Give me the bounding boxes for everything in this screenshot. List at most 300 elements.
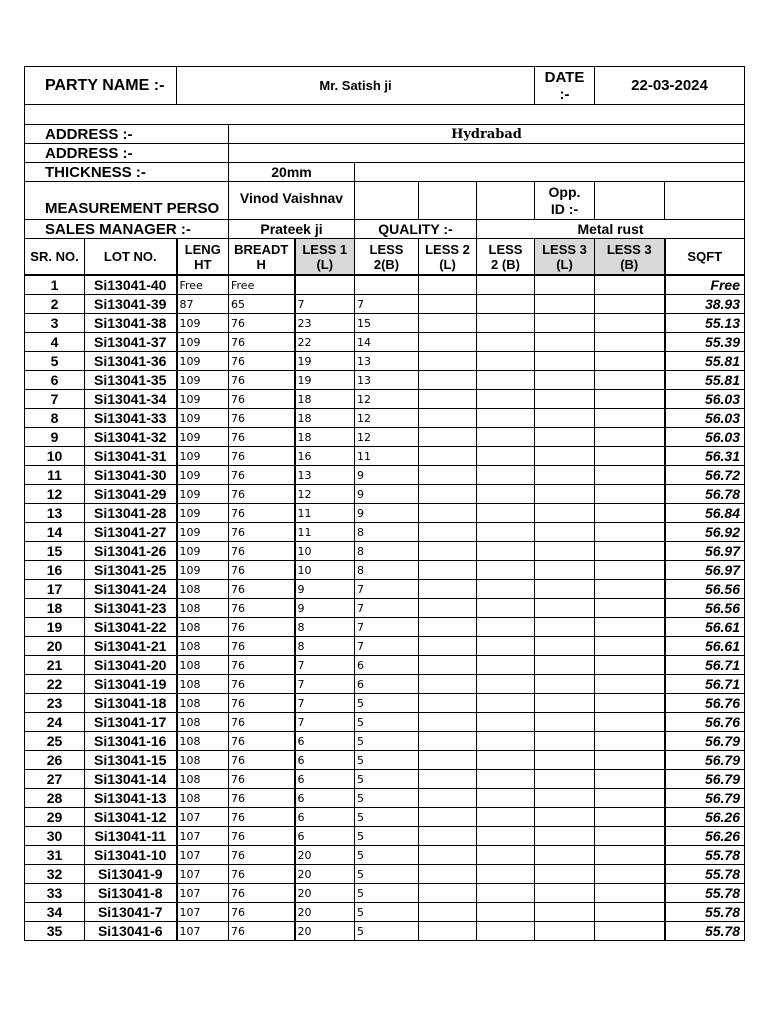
cell-less3-l (535, 352, 595, 371)
cell-less2-l (419, 276, 477, 295)
cell-lot-no: Si13041-6 (85, 922, 177, 941)
table-row (25, 314, 745, 333)
cell-less2-l (419, 694, 477, 713)
cell-less2-b: 14 (355, 333, 419, 352)
cell-length: 107 (177, 922, 229, 941)
cell-less2-l (419, 542, 477, 561)
cell-length: 108 (177, 751, 229, 770)
cell-less2-l (419, 371, 477, 390)
table-row (25, 371, 745, 390)
cell-less2-l (419, 675, 477, 694)
cell-sr-no: 29 (25, 808, 85, 827)
cell-less3-b (595, 352, 665, 371)
cell-less2-l (419, 827, 477, 846)
cell-less2-b (355, 276, 419, 295)
cell-lot-no: Si13041-25 (85, 561, 177, 580)
cell-less2-l (419, 922, 477, 941)
cell-sr-no: 26 (25, 751, 85, 770)
cell-less2-l (419, 314, 477, 333)
cell-less2-l (419, 903, 477, 922)
cell-sqft: 55.81 (665, 352, 745, 371)
cell-less2-b: 9 (355, 504, 419, 523)
cell-length: 108 (177, 789, 229, 808)
thickness-label: THICKNESS :- (25, 163, 229, 182)
cell-less2-b-2 (477, 409, 535, 428)
cell-less1-l: 12 (295, 485, 355, 504)
cell-less2-b: 15 (355, 314, 419, 333)
table-row (25, 561, 745, 580)
table-row (25, 922, 745, 941)
table-row (25, 504, 745, 523)
cell-lot-no: Si13041-31 (85, 447, 177, 466)
quality-value: Metal rust (477, 220, 745, 239)
cell-breadth: 76 (229, 523, 295, 542)
party-name-value: Mr. Satish ji (177, 67, 535, 105)
cell-sr-no: 1 (25, 276, 85, 295)
cell-lot-no: Si13041-14 (85, 770, 177, 789)
cell-less3-l (535, 770, 595, 789)
cell-less2-b: 8 (355, 523, 419, 542)
table-row (25, 599, 745, 618)
table-row (25, 409, 745, 428)
cell-less2-b: 7 (355, 295, 419, 314)
cell-less3-l (535, 732, 595, 751)
cell-less3-b (595, 542, 665, 561)
cell-less2-l (419, 732, 477, 751)
cell-less2-l (419, 447, 477, 466)
cell-less3-l (535, 333, 595, 352)
cell-sr-no: 19 (25, 618, 85, 637)
cell-less3-l (535, 542, 595, 561)
cell-lot-no: Si13041-22 (85, 618, 177, 637)
thickness-blank (355, 163, 745, 182)
cell-breadth: 76 (229, 732, 295, 751)
cell-sr-no: 23 (25, 694, 85, 713)
cell-sqft: 55.78 (665, 922, 745, 941)
cell-less3-b (595, 314, 665, 333)
col-less2-b: LESS 2(B) (355, 239, 419, 275)
cell-sqft: 56.71 (665, 656, 745, 675)
party-name-label: PARTY NAME :- (25, 67, 177, 105)
cell-less1-l: 18 (295, 390, 355, 409)
cell-sqft: 56.26 (665, 808, 745, 827)
cell-less3-l (535, 599, 595, 618)
cell-lot-no: Si13041-19 (85, 675, 177, 694)
cell-breadth: 76 (229, 314, 295, 333)
cell-less1-l: 7 (295, 656, 355, 675)
cell-length: 109 (177, 371, 229, 390)
cell-lot-no: Si13041-38 (85, 314, 177, 333)
cell-sr-no: 17 (25, 580, 85, 599)
col-breadth: BREADT H (229, 239, 295, 275)
cell-sqft: 56.79 (665, 732, 745, 751)
cell-less3-b (595, 884, 665, 903)
cell-less3-b (595, 618, 665, 637)
cell-less2-b: 8 (355, 542, 419, 561)
cell-lot-no: Si13041-17 (85, 713, 177, 732)
cell-sqft: 56.56 (665, 599, 745, 618)
cell-less2-b: 11 (355, 447, 419, 466)
measurement-person-label: MEASUREMENT PERSO (25, 182, 229, 220)
blank-cell (477, 182, 535, 220)
cell-sr-no: 31 (25, 846, 85, 865)
cell-less3-b (595, 846, 665, 865)
cell-length: 107 (177, 808, 229, 827)
cell-less1-l: 23 (295, 314, 355, 333)
cell-sr-no: 14 (25, 523, 85, 542)
cell-sr-no: 9 (25, 428, 85, 447)
cell-less3-l (535, 504, 595, 523)
cell-less3-b (595, 808, 665, 827)
cell-less1-l: 8 (295, 637, 355, 656)
cell-lot-no: Si13041-15 (85, 751, 177, 770)
cell-less2-b: 7 (355, 618, 419, 637)
cell-less2-b-2 (477, 770, 535, 789)
cell-less1-l: 6 (295, 789, 355, 808)
cell-less2-b-2 (477, 504, 535, 523)
cell-length: 108 (177, 675, 229, 694)
cell-less2-b-2 (477, 428, 535, 447)
cell-less2-b-2 (477, 371, 535, 390)
cell-less3-l (535, 295, 595, 314)
cell-length: 109 (177, 333, 229, 352)
cell-less3-l (535, 485, 595, 504)
table-row (25, 808, 745, 827)
cell-less2-b: 12 (355, 428, 419, 447)
header-table (24, 66, 745, 275)
table-row (25, 827, 745, 846)
cell-lot-no: Si13041-28 (85, 504, 177, 523)
cell-less1-l: 10 (295, 542, 355, 561)
cell-sr-no: 6 (25, 371, 85, 390)
cell-sqft: 55.78 (665, 903, 745, 922)
cell-less3-l (535, 846, 595, 865)
cell-sr-no: 34 (25, 903, 85, 922)
cell-breadth: 76 (229, 504, 295, 523)
cell-less2-b-2 (477, 808, 535, 827)
cell-length: 109 (177, 428, 229, 447)
data-rows (25, 276, 745, 941)
cell-less2-b: 7 (355, 580, 419, 599)
address-label-1: ADDRESS :- (25, 125, 229, 144)
cell-lot-no: Si13041-26 (85, 542, 177, 561)
cell-less2-l (419, 561, 477, 580)
cell-sqft: 55.39 (665, 333, 745, 352)
cell-length: 109 (177, 523, 229, 542)
date-label: DATE :- (535, 67, 595, 105)
cell-sr-no: 8 (25, 409, 85, 428)
cell-less2-b-2 (477, 694, 535, 713)
cell-sqft: 56.76 (665, 713, 745, 732)
cell-less1-l: 7 (295, 295, 355, 314)
cell-breadth: 76 (229, 656, 295, 675)
col-less2-b-2: LESS 2 (B) (477, 239, 535, 275)
cell-lot-no: Si13041-23 (85, 599, 177, 618)
cell-less2-b-2 (477, 827, 535, 846)
cell-less2-b-2 (477, 523, 535, 542)
cell-breadth: 76 (229, 561, 295, 580)
cell-sqft: 55.78 (665, 865, 745, 884)
cell-less1-l: 18 (295, 409, 355, 428)
cell-less1-l: 19 (295, 352, 355, 371)
cell-lot-no: Si13041-20 (85, 656, 177, 675)
col-lot-no: LOT NO. (85, 239, 177, 275)
cell-less3-b (595, 371, 665, 390)
cell-less3-b (595, 789, 665, 808)
col-length: LENG HT (177, 239, 229, 275)
cell-less2-b-2 (477, 618, 535, 637)
address-value-2 (229, 144, 745, 163)
cell-less3-l (535, 808, 595, 827)
cell-sr-no: 7 (25, 390, 85, 409)
cell-less3-b (595, 827, 665, 846)
cell-less3-l (535, 637, 595, 656)
table-row (25, 542, 745, 561)
cell-less3-l (535, 827, 595, 846)
cell-lot-no: Si13041-27 (85, 523, 177, 542)
cell-less1-l: 20 (295, 922, 355, 941)
cell-less2-b-2 (477, 390, 535, 409)
cell-less2-b: 5 (355, 903, 419, 922)
cell-sr-no: 24 (25, 713, 85, 732)
cell-less3-b (595, 675, 665, 694)
cell-less1-l: 10 (295, 561, 355, 580)
cell-less2-b-2 (477, 333, 535, 352)
cell-length: 108 (177, 580, 229, 599)
cell-less3-b (595, 428, 665, 447)
cell-sr-no: 16 (25, 561, 85, 580)
table-row (25, 732, 745, 751)
cell-less2-b-2 (477, 314, 535, 333)
cell-less2-b-2 (477, 466, 535, 485)
opp-id-value (595, 182, 665, 220)
cell-less2-b: 5 (355, 865, 419, 884)
cell-less2-b-2 (477, 789, 535, 808)
cell-less2-l (419, 485, 477, 504)
cell-sqft: Free (665, 276, 745, 295)
cell-less2-b-2 (477, 865, 535, 884)
table-row (25, 333, 745, 352)
cell-breadth: 76 (229, 846, 295, 865)
cell-lot-no: Si13041-16 (85, 732, 177, 751)
cell-less2-b: 6 (355, 656, 419, 675)
cell-sqft: 56.56 (665, 580, 745, 599)
cell-lot-no: Si13041-13 (85, 789, 177, 808)
cell-breadth: 76 (229, 409, 295, 428)
cell-length: 87 (177, 295, 229, 314)
cell-sqft: 56.79 (665, 751, 745, 770)
cell-less3-b (595, 770, 665, 789)
cell-sqft: 56.76 (665, 694, 745, 713)
cell-less2-b: 12 (355, 390, 419, 409)
cell-sr-no: 21 (25, 656, 85, 675)
cell-less3-l (535, 428, 595, 447)
cell-sqft: 56.97 (665, 561, 745, 580)
cell-less2-l (419, 846, 477, 865)
cell-length: 109 (177, 504, 229, 523)
cell-less2-l (419, 713, 477, 732)
cell-less3-b (595, 466, 665, 485)
cell-less2-b: 9 (355, 485, 419, 504)
cell-sr-no: 33 (25, 884, 85, 903)
cell-less2-b: 5 (355, 808, 419, 827)
cell-sqft: 56.79 (665, 789, 745, 808)
cell-less2-b: 6 (355, 675, 419, 694)
cell-less2-b: 5 (355, 713, 419, 732)
col-less2-l: LESS 2 (L) (419, 239, 477, 275)
cell-less2-l (419, 656, 477, 675)
cell-less2-l (419, 409, 477, 428)
cell-less3-l (535, 789, 595, 808)
cell-sqft: 56.03 (665, 409, 745, 428)
cell-less1-l: 11 (295, 504, 355, 523)
cell-lot-no: Si13041-33 (85, 409, 177, 428)
cell-less3-b (595, 580, 665, 599)
cell-length: 109 (177, 466, 229, 485)
cell-less2-b: 5 (355, 789, 419, 808)
col-less3-l: LESS 3 (L) (535, 239, 595, 275)
sales-manager-value: Prateek ji (229, 220, 355, 239)
cell-sr-no: 22 (25, 675, 85, 694)
date-value: 22-03-2024 (595, 67, 745, 105)
cell-sqft: 56.03 (665, 428, 745, 447)
cell-less3-b (595, 561, 665, 580)
cell-breadth: 76 (229, 333, 295, 352)
col-less3-b: LESS 3 (B) (595, 239, 665, 275)
thickness-value: 20mm (229, 163, 355, 182)
cell-sqft: 56.03 (665, 390, 745, 409)
cell-breadth: 76 (229, 884, 295, 903)
cell-sr-no: 13 (25, 504, 85, 523)
cell-less2-b-2 (477, 732, 535, 751)
table-row (25, 770, 745, 789)
cell-less2-b-2 (477, 447, 535, 466)
cell-breadth: 76 (229, 808, 295, 827)
cell-less3-b (595, 922, 665, 941)
cell-less3-l (535, 276, 595, 295)
measurement-sheet (24, 66, 744, 941)
cell-less2-b: 7 (355, 637, 419, 656)
cell-less3-b (595, 485, 665, 504)
cell-less3-b (595, 599, 665, 618)
cell-less2-b-2 (477, 637, 535, 656)
cell-less3-l (535, 751, 595, 770)
table-row (25, 846, 745, 865)
cell-less2-b-2 (477, 903, 535, 922)
cell-less3-b (595, 409, 665, 428)
cell-breadth: 76 (229, 713, 295, 732)
cell-less2-b: 5 (355, 732, 419, 751)
cell-breadth: 76 (229, 371, 295, 390)
cell-sqft: 55.81 (665, 371, 745, 390)
cell-less2-b: 5 (355, 694, 419, 713)
cell-less2-b: 5 (355, 884, 419, 903)
table-row (25, 466, 745, 485)
cell-less2-b-2 (477, 295, 535, 314)
cell-less1-l: 11 (295, 523, 355, 542)
cell-breadth: 76 (229, 751, 295, 770)
cell-less2-l (419, 599, 477, 618)
cell-less3-b (595, 390, 665, 409)
cell-length: Free (177, 276, 229, 295)
cell-sqft: 56.61 (665, 618, 745, 637)
cell-breadth: Free (229, 276, 295, 295)
cell-breadth: 76 (229, 390, 295, 409)
table-row (25, 713, 745, 732)
cell-length: 107 (177, 865, 229, 884)
cell-less1-l: 8 (295, 618, 355, 637)
col-sr-no: SR. NO. (25, 239, 85, 275)
cell-lot-no: Si13041-40 (85, 276, 177, 295)
table-row (25, 903, 745, 922)
cell-breadth: 76 (229, 789, 295, 808)
cell-breadth: 76 (229, 542, 295, 561)
cell-less2-l (419, 884, 477, 903)
cell-length: 108 (177, 656, 229, 675)
cell-less3-b (595, 523, 665, 542)
cell-length: 109 (177, 542, 229, 561)
cell-length: 107 (177, 884, 229, 903)
table-row (25, 447, 745, 466)
table-row (25, 694, 745, 713)
cell-sqft: 56.92 (665, 523, 745, 542)
cell-less1-l: 6 (295, 808, 355, 827)
cell-less1-l: 20 (295, 884, 355, 903)
cell-lot-no: Si13041-36 (85, 352, 177, 371)
cell-less3-b (595, 751, 665, 770)
cell-lot-no: Si13041-8 (85, 884, 177, 903)
cell-less2-l (419, 618, 477, 637)
cell-breadth: 76 (229, 618, 295, 637)
table-row (25, 485, 745, 504)
cell-less1-l: 19 (295, 371, 355, 390)
cell-less3-b (595, 656, 665, 675)
cell-breadth: 65 (229, 295, 295, 314)
cell-less1-l (295, 276, 355, 295)
cell-length: 109 (177, 352, 229, 371)
cell-less3-l (535, 561, 595, 580)
cell-less2-b: 12 (355, 409, 419, 428)
cell-lot-no: Si13041-18 (85, 694, 177, 713)
cell-less2-b-2 (477, 352, 535, 371)
cell-sqft: 56.78 (665, 485, 745, 504)
cell-sqft: 55.13 (665, 314, 745, 333)
cell-less2-b: 5 (355, 846, 419, 865)
cell-length: 109 (177, 485, 229, 504)
cell-lot-no: Si13041-21 (85, 637, 177, 656)
address-value-1: Hydrabad (229, 125, 745, 144)
cell-less3-l (535, 656, 595, 675)
cell-sr-no: 28 (25, 789, 85, 808)
cell-less3-b (595, 504, 665, 523)
cell-breadth: 76 (229, 922, 295, 941)
blank-row (25, 105, 745, 125)
cell-length: 109 (177, 447, 229, 466)
cell-sr-no: 30 (25, 827, 85, 846)
cell-breadth: 76 (229, 637, 295, 656)
cell-length: 108 (177, 770, 229, 789)
quality-label: QUALITY :- (355, 220, 477, 239)
cell-sqft: 38.93 (665, 295, 745, 314)
cell-sr-no: 25 (25, 732, 85, 751)
cell-sqft: 56.84 (665, 504, 745, 523)
cell-length: 109 (177, 390, 229, 409)
cell-length: 109 (177, 561, 229, 580)
table-row (25, 675, 745, 694)
cell-less2-b-2 (477, 922, 535, 941)
cell-sqft: 56.72 (665, 466, 745, 485)
cell-sr-no: 11 (25, 466, 85, 485)
